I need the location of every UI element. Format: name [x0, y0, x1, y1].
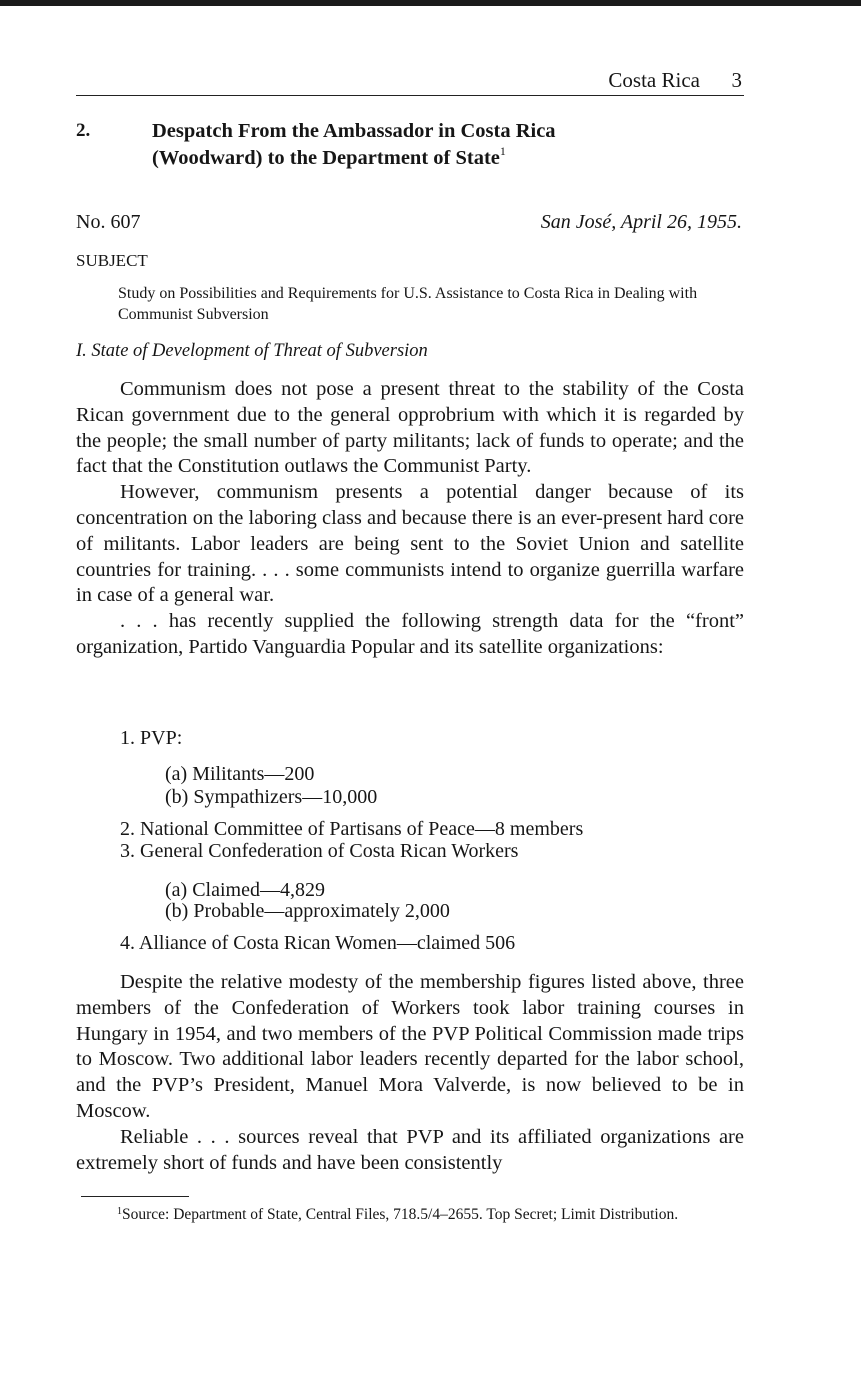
running-header: [76, 68, 744, 96]
subject-text: Study on Possibilities and Requirements for U.S. Assistance to Costa Rica in Dealing with Communist Subversion: [118, 285, 698, 323]
section-heading: I. State of Development of Threat of Subversion: [76, 341, 428, 361]
body-block-bottom: [76, 970, 744, 1176]
list-subitem: (b) Probable—approximately 2,000: [165, 900, 450, 922]
running-title: Costa Rica: [608, 68, 700, 92]
body-block-top: [76, 377, 744, 661]
document-title: [152, 118, 556, 172]
place-date: San José, April 26, 1955.: [540, 211, 742, 233]
footnote: [81, 1204, 751, 1225]
list-item: 4. Alliance of Costa Rican Women—claimed 506: [120, 932, 516, 954]
paragraph: Despite the relative modesty of the membership figures listed above, three members of the Confederation of Workers took labor training courses in Hungary in 1954, and two members of the PVP Political Commission made trips to Moscow. Two additional labor leaders recently departed for the labor school, and the PVP’s President, Manuel Mora Valverde, is now believed to be in Moscow.: [76, 971, 744, 1122]
list-item: 1. PVP:: [120, 727, 183, 749]
despatch-number: No. 607: [76, 211, 141, 233]
paragraph: Communism does not pose a present threat to the stability of the Costa Rican government due to the general opprobrium with which it is regarded by the people; the small number of party militants; lack of funds to operate; and the fact that the Constitution outlaws the Communist Party.: [76, 378, 744, 478]
list-subitem: (a) Militants—200: [165, 763, 315, 785]
paragraph: . . . has recently supplied the following strength data for the “front” organization, Partido Vanguardia Popular and its satellite organizations:: [76, 610, 744, 658]
paragraph: Reliable . . . sources reveal that PVP and its affiliated organizations are extremely short of funds and have been consistently: [76, 1125, 744, 1174]
list-item: 3. General Confederation of Costa Rican Workers: [120, 840, 519, 862]
list-item: 2. National Committee of Partisans of Peace—8 members: [120, 818, 584, 840]
footnote-divider: [81, 1196, 189, 1197]
page-number: 3: [731, 68, 742, 92]
footnote-marker: 1: [117, 1206, 122, 1217]
subject-label: SUBJECT: [76, 251, 148, 270]
footnote-text: Source: Department of State, Central Files, 718.5/4–2655. Top Secret; Limit Distribution.: [122, 1206, 679, 1223]
scan-top-edge: [0, 0, 861, 6]
list-subitem: (a) Claimed—4,829: [165, 879, 325, 901]
footnote-reference: 1: [499, 144, 506, 158]
paragraph: However, communism presents a potential danger because of its concentration on the laboring class and because there is an ever-present hard core of militants. Labor leaders are being sent to the Soviet Union and satellite countries for training. . . . some communists intend to organize guerrilla warfare in case of a general war.: [76, 481, 744, 607]
document-number: 2.: [76, 120, 91, 141]
document-title-text: Despatch From the Ambassador in Costa Rica (Woodward) to the Department of State: [152, 120, 556, 169]
list-subitem: (b) Sympathizers—10,000: [165, 786, 378, 808]
